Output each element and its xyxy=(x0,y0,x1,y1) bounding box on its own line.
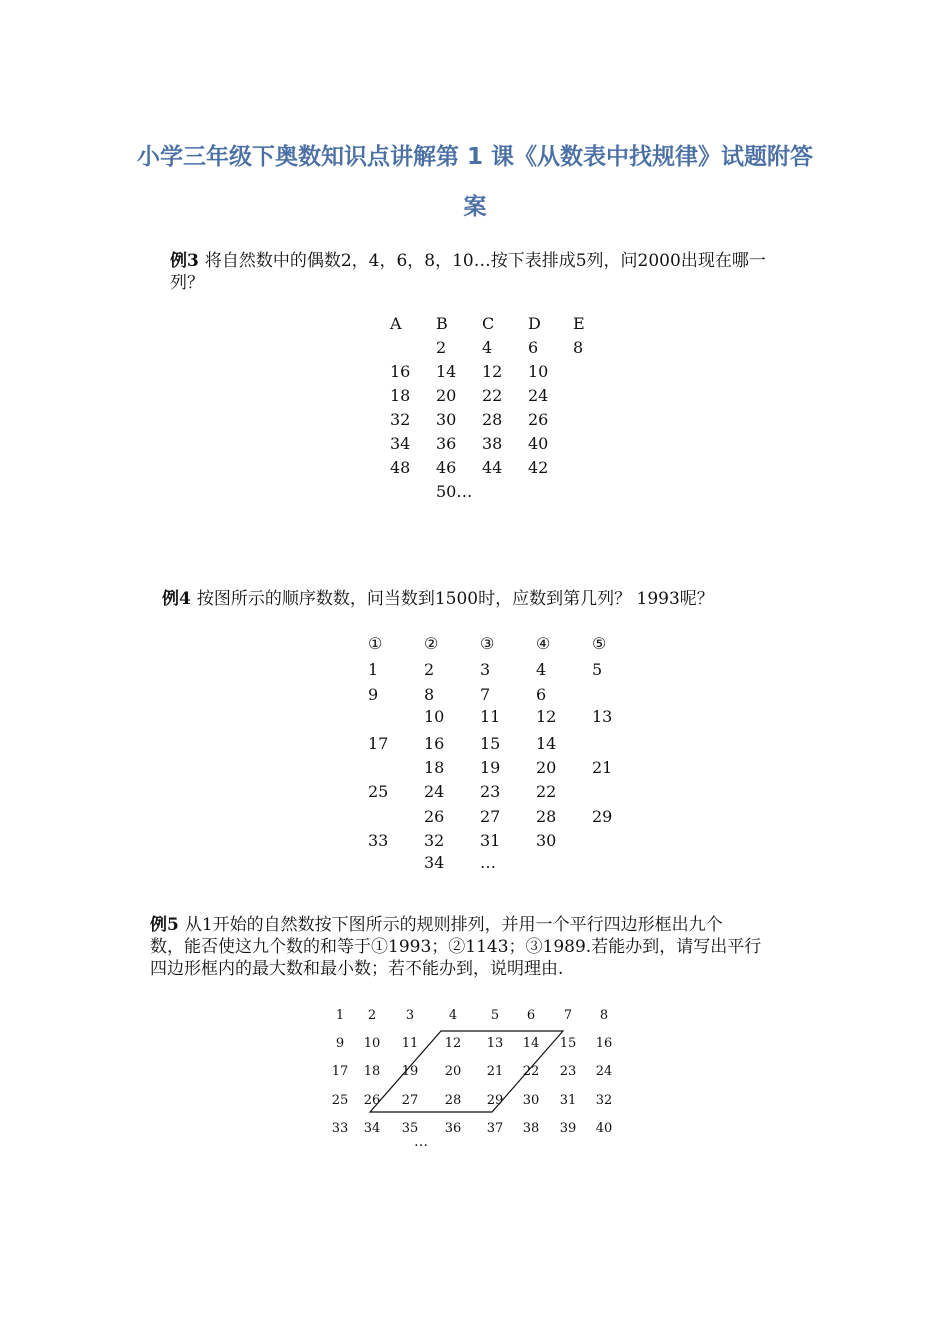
ex3-column-header: D xyxy=(528,314,541,333)
ex5-table-cell: 15 xyxy=(559,1036,577,1051)
ex4-table-cell: 32 xyxy=(424,831,445,850)
example-5-ellipsis: … xyxy=(414,1134,428,1150)
ex3-table-cell: 16 xyxy=(390,362,411,381)
ex5-table-cell: 18 xyxy=(363,1064,381,1079)
ex4-table-cell: 24 xyxy=(424,782,445,801)
ex3-table-cell: 12 xyxy=(482,362,503,381)
page-title-continued: 案 xyxy=(463,194,487,220)
ex5-table-cell: 11 xyxy=(401,1036,419,1051)
ex3-table-cell: 32 xyxy=(390,410,411,429)
ex4-table-cell: 30 xyxy=(536,831,557,850)
ex5-table-cell: 23 xyxy=(559,1064,577,1079)
ex5-table-cell: 10 xyxy=(363,1036,381,1051)
ex5-table-cell: 13 xyxy=(486,1036,504,1051)
ex4-table-cell: 12 xyxy=(536,707,557,726)
ex5-table-cell: 27 xyxy=(401,1093,419,1108)
ex5-table-cell: 28 xyxy=(444,1093,462,1108)
ex4-column-header: ① xyxy=(368,634,383,653)
ex3-column-header: A xyxy=(390,314,402,333)
ex5-table-cell: 6 xyxy=(526,1008,536,1023)
ex5-table-cell: 5 xyxy=(490,1008,500,1023)
ex4-table-cell: 27 xyxy=(480,807,501,826)
ex4-table-cell: 11 xyxy=(480,707,501,726)
ex4-table-cell: 13 xyxy=(592,707,613,726)
ex4-table-cell: 8 xyxy=(424,685,435,704)
ex3-table-cell: 24 xyxy=(528,386,549,405)
ex5-table-cell: 3 xyxy=(405,1008,415,1023)
ex4-table-cell: 10 xyxy=(424,707,445,726)
ex4-table-cell: 28 xyxy=(536,807,557,826)
ex4-table-cell: 21 xyxy=(592,758,613,777)
ex4-column-header: ③ xyxy=(480,634,495,653)
ex4-table-cell: 2 xyxy=(424,660,435,679)
ex5-table-cell: 19 xyxy=(401,1064,419,1079)
ex3-column-header: E xyxy=(573,314,585,333)
example-4-label: 例4 xyxy=(162,589,191,609)
ex3-column-header: C xyxy=(482,314,495,333)
ex5-table-cell: 21 xyxy=(486,1064,504,1079)
ex5-table-cell: 17 xyxy=(331,1064,349,1079)
ex3-table-cell: 6 xyxy=(528,338,539,357)
ex3-table-cell: 26 xyxy=(528,410,549,429)
example-5-label: 例5 xyxy=(150,915,179,935)
ex4-table-cell: 16 xyxy=(424,734,445,753)
ex5-table-cell: 2 xyxy=(367,1008,377,1023)
ex3-table-cell: 36 xyxy=(436,434,457,453)
ex3-table-cell: 30 xyxy=(436,410,457,429)
ex4-table-cell: 17 xyxy=(368,734,389,753)
ex4-table-cell: 33 xyxy=(368,831,389,850)
ex4-table-cell: 29 xyxy=(592,807,613,826)
ex5-table-cell: 9 xyxy=(335,1036,345,1051)
example-3-text: 将自然数中的偶数2，4，6，8，10…按下表排成5列，问2000出现在哪一 xyxy=(204,251,766,271)
ex5-table-cell: 1 xyxy=(335,1008,345,1023)
ex5-table-cell: 4 xyxy=(448,1008,458,1023)
ex3-table-cell: 42 xyxy=(528,458,549,477)
ex4-table-cell: 4 xyxy=(536,660,547,679)
example-3-label: 例3 xyxy=(170,251,199,271)
example-5-text-line3: 四边形框内的最大数和最小数；若不能办到，说明理由. xyxy=(150,959,564,979)
page-title: 小学三年级下奥数知识点讲解第 1 课《从数表中找规律》试题附答 xyxy=(136,144,814,170)
ex3-table-cell: 40 xyxy=(528,434,549,453)
ex5-table-cell: 32 xyxy=(595,1093,613,1108)
ex4-table-cell: 23 xyxy=(480,782,501,801)
ex5-table-cell: 33 xyxy=(331,1121,349,1136)
ex3-table-cell: 10 xyxy=(528,362,549,381)
ex4-table-cell: 15 xyxy=(480,734,501,753)
ex3-table-cell: 50… xyxy=(436,482,473,501)
ex5-table-cell: 24 xyxy=(595,1064,613,1079)
ex5-table-cell: 7 xyxy=(563,1008,573,1023)
ex5-table-cell: 35 xyxy=(401,1121,419,1136)
ex5-table-cell: 14 xyxy=(522,1036,540,1051)
ex3-table-cell: 8 xyxy=(573,338,584,357)
ex4-table-cell: 5 xyxy=(592,660,603,679)
ex3-table-cell: 38 xyxy=(482,434,503,453)
ex4-table-cell: 20 xyxy=(536,758,557,777)
ex4-table-cell: 3 xyxy=(480,660,491,679)
ex4-table-cell: 7 xyxy=(480,685,491,704)
ex3-table-cell: 4 xyxy=(482,338,493,357)
ex5-table-cell: 8 xyxy=(599,1008,609,1023)
example-3-text-continued: 列？ xyxy=(170,273,204,293)
ex3-table-cell: 20 xyxy=(436,386,457,405)
ex5-table-cell: 25 xyxy=(331,1093,349,1108)
ex4-column-header: ② xyxy=(424,634,439,653)
example-5-text-line2: 数，能否使这九个数的和等于①1993；②1143；③1989.若能办到，请写出平行 xyxy=(150,937,762,957)
ex5-table-cell: 36 xyxy=(444,1121,462,1136)
ex4-table-cell: 9 xyxy=(368,685,379,704)
example-5-text: 从1开始的自然数按下图所示的规则排列，并用一个平行四边形框出九个 xyxy=(184,915,723,935)
ex4-table-cell: 34 xyxy=(424,853,445,872)
ex3-table-cell: 46 xyxy=(436,458,457,477)
ex4-table-cell: 14 xyxy=(536,734,557,753)
ex5-table-cell: 40 xyxy=(595,1121,613,1136)
ex3-table-cell: 18 xyxy=(390,386,411,405)
ex4-table-cell: 26 xyxy=(424,807,445,826)
example-4-question xyxy=(162,588,822,610)
ex4-table-cell: 6 xyxy=(536,685,547,704)
ex4-table-cell: 19 xyxy=(480,758,501,777)
ex5-table-cell: 30 xyxy=(522,1093,540,1108)
ex4-table-cell: … xyxy=(480,853,496,872)
ex5-table-cell: 20 xyxy=(444,1064,462,1079)
ex4-column-header: ⑤ xyxy=(592,634,607,653)
ex3-table-cell: 28 xyxy=(482,410,503,429)
ex4-column-header: ④ xyxy=(536,634,551,653)
ex3-column-header: B xyxy=(436,314,448,333)
ex3-table-cell: 22 xyxy=(482,386,503,405)
ex4-table-cell: 22 xyxy=(536,782,557,801)
example-3-question xyxy=(170,250,810,294)
ex5-table-cell: 29 xyxy=(486,1093,504,1108)
ex5-table-cell: 12 xyxy=(444,1036,462,1051)
ex3-table-cell: 14 xyxy=(436,362,457,381)
ex5-table-cell: 34 xyxy=(363,1121,381,1136)
ex4-table-cell: 25 xyxy=(368,782,389,801)
ex3-table-cell: 44 xyxy=(482,458,503,477)
ex3-table-cell: 34 xyxy=(390,434,411,453)
ex5-table-cell: 16 xyxy=(595,1036,613,1051)
ex5-table-cell: 37 xyxy=(486,1121,504,1136)
ex4-table-cell: 1 xyxy=(368,660,379,679)
example-5-question xyxy=(150,914,810,980)
ex5-table-cell: 38 xyxy=(522,1121,540,1136)
ex3-table-cell: 2 xyxy=(436,338,447,357)
ex5-table-cell: 22 xyxy=(522,1064,540,1079)
ex5-table-cell: 39 xyxy=(559,1121,577,1136)
ex5-table-cell: 26 xyxy=(363,1093,381,1108)
example-4-text: 按图所示的顺序数数，问当数到1500时，应数到第几列？ 1993呢？ xyxy=(196,589,714,609)
ex4-table-cell: 31 xyxy=(480,831,501,850)
ex3-table-cell: 48 xyxy=(390,458,411,477)
ex5-table-cell: 31 xyxy=(559,1093,577,1108)
ex4-table-cell: 18 xyxy=(424,758,445,777)
